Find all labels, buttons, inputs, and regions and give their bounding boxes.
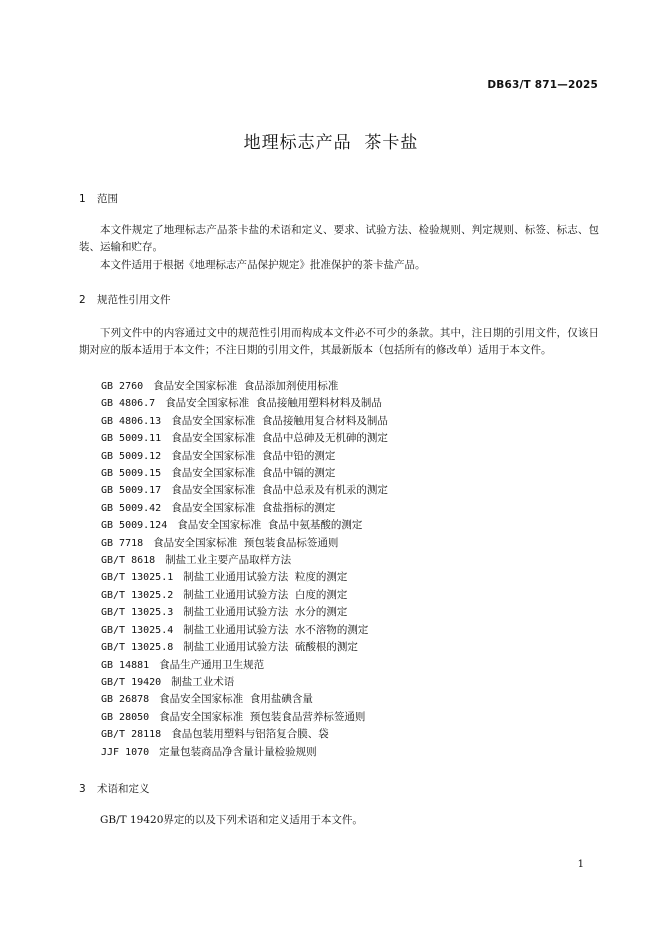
reference-item: GB 4806.13 食品安全国家标准 食品接触用复合材料及制品: [101, 414, 388, 427]
reference-item: GB 26878 食品安全国家标准 食用盐碘含量: [101, 693, 313, 706]
reference-item: GB 5009.12 食品安全国家标准 食品中铅的测定: [101, 449, 336, 462]
section-1-paragraph-2: 本文件适用于根据《地理标志产品保护规定》批准保护的茶卡盐产品。: [100, 259, 426, 271]
normative-reference-list: [101, 378, 388, 761]
reference-item: GB 5009.11 食品安全国家标准 食品中总砷及无机砷的测定: [101, 432, 388, 445]
section-2-title: 规范性引用文件: [97, 294, 171, 306]
reference-item: GB/T 8618 制盐工业主要产品取样方法: [101, 554, 292, 567]
section-2-intro: 下列文件中的内容通过文中的规范性引用而构成本文件必不可少的条款。其中，注日期的引用文件，仅该日期对应的版本适用于本文件；不注日期的引用文件，其最新版本（包括所有的修改单）适用于本文件。: [79, 327, 599, 356]
reference-item: GB/T 19420 制盐工业术语: [101, 675, 235, 688]
reference-item: GB/T 13025.3 制盐工业通用试验方法 水分的测定: [101, 606, 348, 619]
section-3-title: 术语和定义: [97, 783, 150, 795]
reference-item: GB 5009.124 食品安全国家标准 食品中氨基酸的测定: [101, 519, 363, 532]
reference-item: GB 5009.42 食品安全国家标准 食盐指标的测定: [101, 501, 336, 514]
section-1-title: 范围: [97, 193, 118, 205]
reference-item: GB/T 13025.1 制盐工业通用试验方法 粒度的测定: [101, 571, 348, 584]
reference-item: JJF 1070 定量包装商品净含量计量检验规则: [101, 745, 317, 758]
section-3-heading: [79, 781, 150, 796]
section-3-intro: GB/T 19420界定的以及下列术语和定义适用于本文件。: [100, 814, 363, 826]
standard-code: DB63/T 871—2025: [487, 79, 598, 91]
reference-item: GB 28050 食品安全国家标准 预包装食品营养标签通则: [101, 710, 366, 723]
document-title: 地理标志产品 茶卡盐: [243, 133, 419, 153]
reference-item: GB/T 28118 食品包装用塑料与铝箔复合膜、袋: [101, 728, 329, 741]
reference-item: GB 4806.7 食品安全国家标准 食品接触用塑料材料及制品: [101, 397, 382, 410]
section-3-number: 3: [79, 783, 86, 795]
section-1-paragraph-1: 本文件规定了地理标志产品茶卡盐的术语和定义、要求、试验方法、检验规则、判定规则、标签、标志、包装、运输和贮存。: [79, 224, 599, 253]
reference-item: GB/T 13025.4 制盐工业通用试验方法 水不溶物的测定: [101, 623, 369, 636]
section-2-number: 2: [79, 294, 86, 306]
section-2-heading: [79, 292, 171, 307]
page-number: 1: [577, 859, 584, 870]
section-1-heading: [79, 191, 118, 206]
reference-item: GB 14881 食品生产通用卫生规范: [101, 658, 265, 671]
reference-item: GB/T 13025.2 制盐工业通用试验方法 白度的测定: [101, 588, 348, 601]
reference-item: GB 7718 食品安全国家标准 预包装食品标签通则: [101, 536, 339, 549]
reference-item: GB 5009.17 食品安全国家标准 食品中总汞及有机汞的测定: [101, 484, 388, 497]
reference-item: GB 2760 食品安全国家标准 食品添加剂使用标准: [101, 380, 339, 392]
section-1-number: 1: [79, 193, 86, 205]
reference-item: GB 5009.15 食品安全国家标准 食品中镉的测定: [101, 467, 336, 480]
reference-item: GB/T 13025.8 制盐工业通用试验方法 硫酸根的测定: [101, 641, 358, 654]
